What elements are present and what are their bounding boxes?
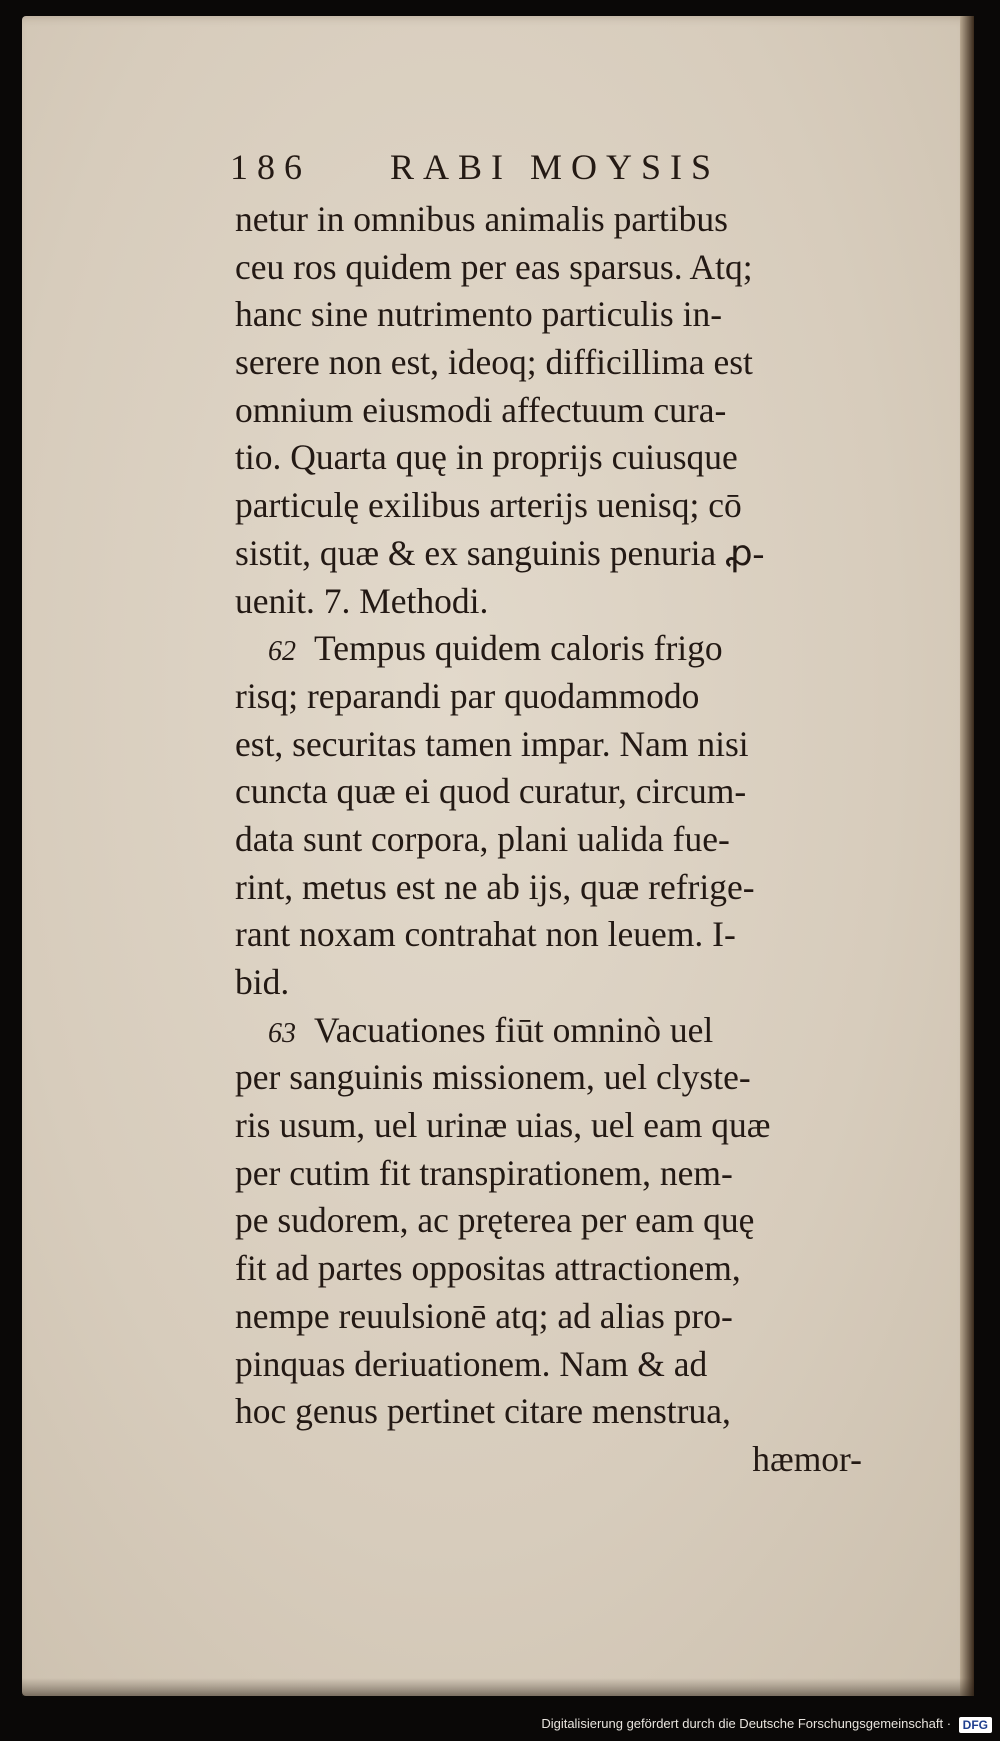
text-line (235, 1388, 862, 1436)
line-text: nempe reuulsionē atq; ad alias pro- (235, 1295, 733, 1336)
line-text: per cutim fit transpirationem, nem- (235, 1152, 733, 1193)
line-text: Vacuationes fiūt omninò uel (314, 1009, 714, 1050)
text-line (235, 959, 862, 1007)
line-text: rant noxam contrahat non leuem. I- (235, 914, 736, 955)
line-text: risq; reparandi par quodammodo (235, 675, 700, 716)
line-text: ris usum, uel urinæ uias, uel eam quæ (235, 1105, 771, 1146)
line-text: serere non est, ideoq; difficillima est (235, 342, 753, 383)
running-head: RABI MOYSIS (390, 147, 721, 187)
text-line (235, 625, 862, 673)
section-number: 63 (268, 1017, 296, 1049)
line-text: bid. (235, 962, 290, 1002)
line-text: hanc sine nutrimento particulis in- (235, 294, 723, 335)
text-line (235, 911, 862, 959)
line-text: omnium eiusmodi affectuum cura- (235, 389, 727, 430)
text-line (235, 673, 862, 721)
text-line (235, 244, 862, 292)
text-line (235, 1436, 862, 1484)
text-line (235, 1293, 862, 1341)
text-line (235, 768, 862, 816)
line-text: hoc genus pertinet citare menstrua, (235, 1391, 731, 1432)
line-text: pinquas deriuationem. Nam & ad (235, 1343, 708, 1384)
page-number: 186 (230, 147, 311, 187)
book-page (22, 16, 974, 1696)
text-line (235, 1102, 862, 1150)
text-line (235, 291, 862, 339)
line-text: data sunt corpora, plani ualida fue- (235, 818, 730, 859)
text-line (235, 1150, 862, 1198)
text-line (235, 721, 862, 769)
line-text: rint, metus est ne ab ijs, quæ refrige- (235, 866, 755, 907)
line-text: pe sudorem, ac pręterea per eam quę (235, 1200, 755, 1241)
dfg-logo: DFG (959, 1717, 992, 1733)
line-text: sistit, quæ & ex sanguinis penuria ꝓ- (235, 532, 765, 573)
text-line (235, 482, 862, 530)
text-line (235, 196, 862, 244)
line-text: tio. Quarta quę in proprijs cuiusque (235, 437, 738, 478)
line-text: cuncta quæ ei quod curatur, circum- (235, 771, 747, 812)
digitization-credit (541, 1711, 992, 1737)
text-line (235, 864, 862, 912)
text-line (235, 339, 862, 387)
text-line (235, 530, 862, 578)
text-line (235, 387, 862, 435)
text-line (235, 1245, 862, 1293)
text-line (235, 1054, 862, 1102)
text-line (235, 1341, 862, 1389)
page-bottom-edge (22, 1678, 974, 1696)
body-text (235, 196, 862, 1484)
text-line (235, 1197, 862, 1245)
line-text: netur in omnibus animalis partibus (235, 199, 728, 239)
credit-text: Digitalisierung gefördert durch die Deutsche Forschungsgemeinschaft · (541, 1716, 952, 1731)
line-text: est, securitas tamen impar. Nam nisi (235, 723, 749, 764)
page-gutter-shadow (960, 16, 974, 1696)
line-text: Tempus quidem caloris frigo (314, 628, 723, 669)
line-text: ceu ros quidem per eas sparsus. Atq; (235, 246, 753, 287)
text-line (235, 578, 862, 626)
line-text: hæmor- (752, 1438, 862, 1479)
text-line (235, 1007, 862, 1055)
line-text: uenit. 7. Methodi. (235, 580, 489, 621)
line-text: per sanguinis missionem, uel clyste- (235, 1057, 751, 1098)
section-number: 62 (268, 636, 296, 668)
page-header (230, 146, 830, 192)
line-text: fit ad partes oppositas attractionem, (235, 1248, 741, 1289)
line-text: particulę exilibus arterijs uenisq; cō (235, 485, 742, 526)
text-line (235, 816, 862, 864)
text-line (235, 434, 862, 482)
